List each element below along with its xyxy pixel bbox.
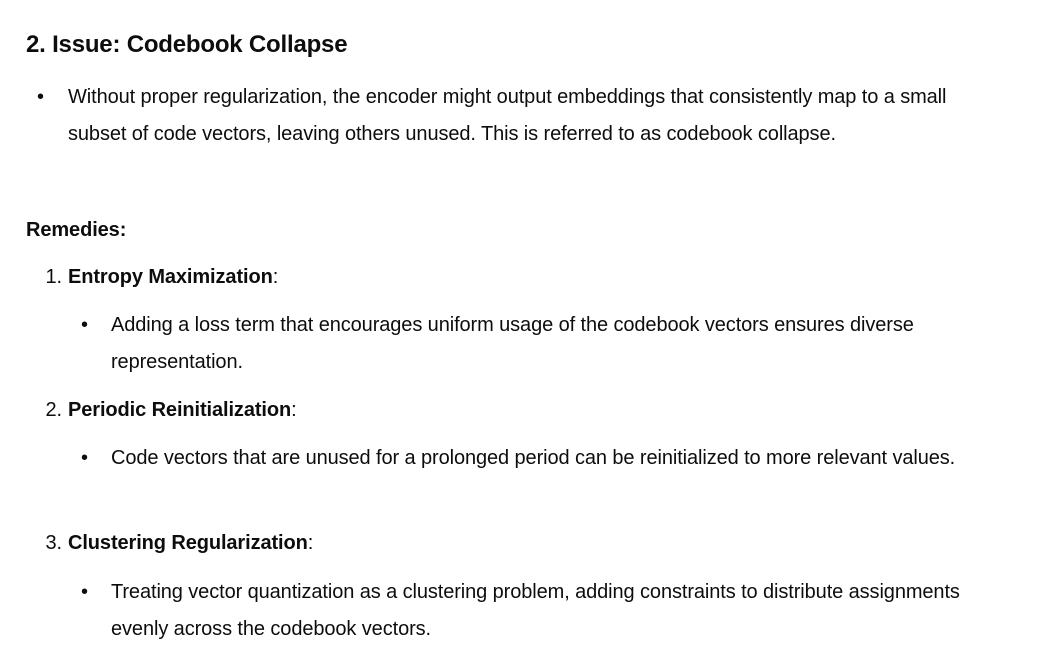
remedy-title: Clustering Regularization — [68, 532, 308, 554]
remedy-title-colon: : — [291, 399, 297, 421]
remedy-detail-2 — [69, 440, 969, 477]
remedy-detail-text: Adding a loss term that encourages uniform usage of the codebook vectors ensures diverse representation. — [111, 314, 914, 373]
remedy-number: 3. — [45, 532, 62, 554]
bullet-icon: • — [81, 581, 88, 603]
remedy-title-colon: : — [272, 266, 279, 288]
remedy-number: 1. — [45, 266, 62, 288]
remedy-detail-3 — [69, 574, 969, 648]
remedy-title-colon: : — [307, 532, 314, 554]
remedies-label: Remedies: — [26, 219, 127, 241]
remedy-number: 2. — [45, 399, 62, 421]
section-heading: 2. Issue: Codebook Collapse — [26, 31, 348, 58]
remedy-item-3 — [26, 525, 986, 562]
remedy-detail-text: Code vectors that are unused for a prolonged period can be reinitialized to more relevant values. — [111, 447, 956, 469]
bullet-icon: • — [37, 86, 44, 108]
intro-bullet-text: Without proper regularization, the encoder might output embeddings that consistently map to a small subset of code vectors, leaving others unused. This is referred to as codebook collapse. — [68, 86, 947, 145]
remedy-item-2 — [26, 392, 986, 429]
remedy-detail-text: Treating vector quantization as a clustering problem, adding constraints to distribute assignments evenly across the codebook vectors. — [111, 581, 960, 640]
remedy-item-1 — [26, 259, 986, 296]
remedy-detail-1 — [69, 307, 969, 381]
bullet-icon: • — [81, 447, 88, 469]
bullet-icon: • — [81, 314, 88, 336]
intro-bullet-item — [26, 79, 986, 153]
remedy-title: Periodic Reinitialization — [68, 399, 292, 421]
remedy-title: Entropy Maximization — [68, 266, 273, 288]
